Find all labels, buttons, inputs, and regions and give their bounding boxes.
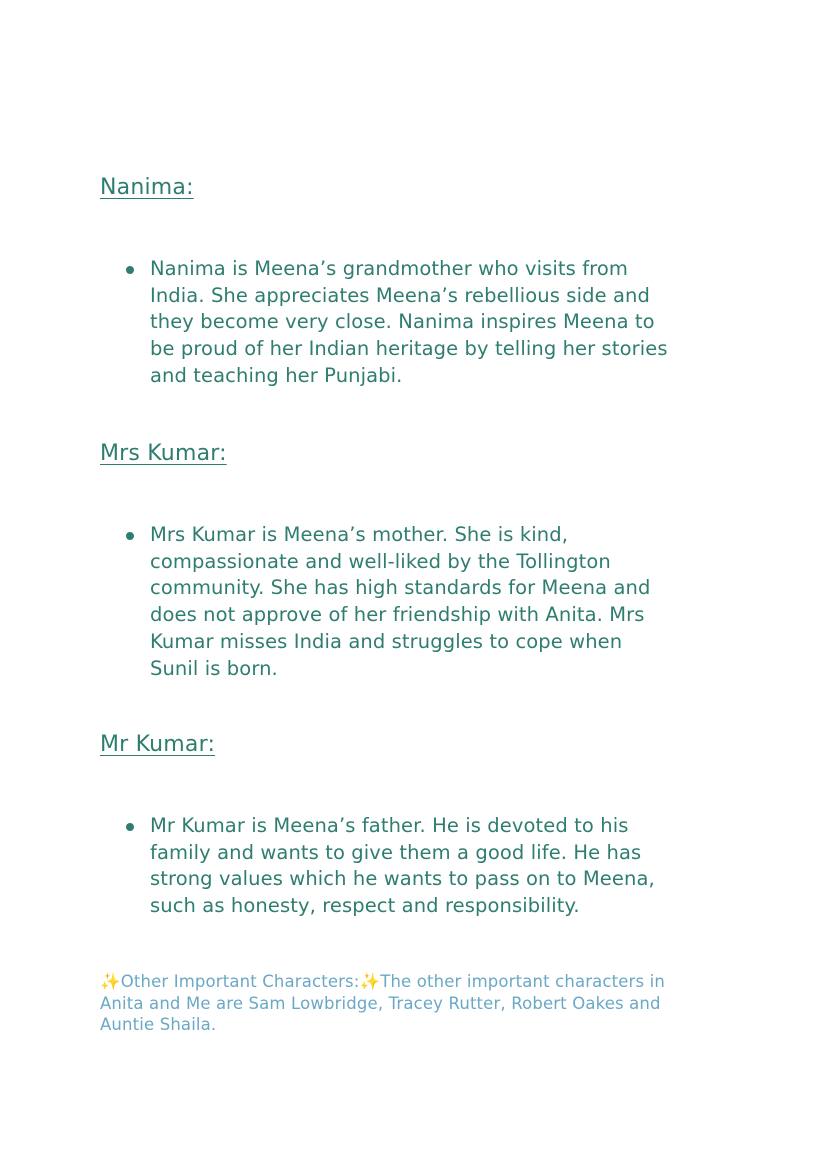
mrs-kumar-description: [150, 522, 650, 682]
bullet-icon: [126, 266, 134, 274]
text-line: Nanima is Meena’s grandmother who visits from: [150, 257, 628, 280]
text-line: strong values which he wants to pass on to Meena,: [150, 867, 655, 891]
sparkles-icon: ✨: [359, 972, 381, 991]
text-line: such as honesty, respect and responsibility.: [150, 894, 580, 918]
text-line: Mrs Kumar is Meena’s mother. She is kind,: [150, 523, 568, 546]
text-line: India. She appreciates Meena’s rebellious side and: [150, 283, 650, 307]
text-line: Mr Kumar is Meena’s father. He is devoted to his: [150, 814, 629, 837]
text-line: Sunil is born.: [150, 656, 278, 680]
text-line: community. She has high standards for Meena and: [150, 576, 651, 600]
bullet-icon: [126, 532, 134, 540]
nanima-description: [150, 256, 668, 390]
text-line: be proud of her Indian heritage by telling her stories: [150, 337, 668, 361]
text-line: family and wants to give them a good life. He has: [150, 840, 642, 864]
text-line: compassionate and well-liked by the Tollington: [150, 549, 611, 573]
text-line: and teaching her Punjabi.: [150, 363, 403, 387]
text-line: does not approve of her friendship with Anita. Mrs: [150, 603, 645, 627]
text-line: they become very close. Nanima inspires Meena to: [150, 310, 655, 334]
text-line: Auntie Shaila.: [100, 1015, 217, 1035]
heading-mrs-kumar: Mrs Kumar:: [100, 441, 227, 466]
sparkles-icon: ✨: [100, 972, 121, 991]
other-characters-note: [100, 971, 665, 1036]
heading-mr-kumar: Mr Kumar:: [100, 732, 216, 757]
text-line: Kumar misses India and struggles to cope when: [150, 629, 623, 653]
text-line: The other important characters in: [380, 972, 665, 991]
text-line: Anita and Me are Sam Lowbridge, Tracey Rutter, Robert Oakes and: [100, 993, 661, 1013]
other-characters-label: Other Important Characters:: [120, 972, 360, 991]
mr-kumar-description: [150, 813, 655, 920]
heading-nanima: Nanima:: [100, 175, 194, 200]
bullet-icon: [126, 823, 134, 831]
